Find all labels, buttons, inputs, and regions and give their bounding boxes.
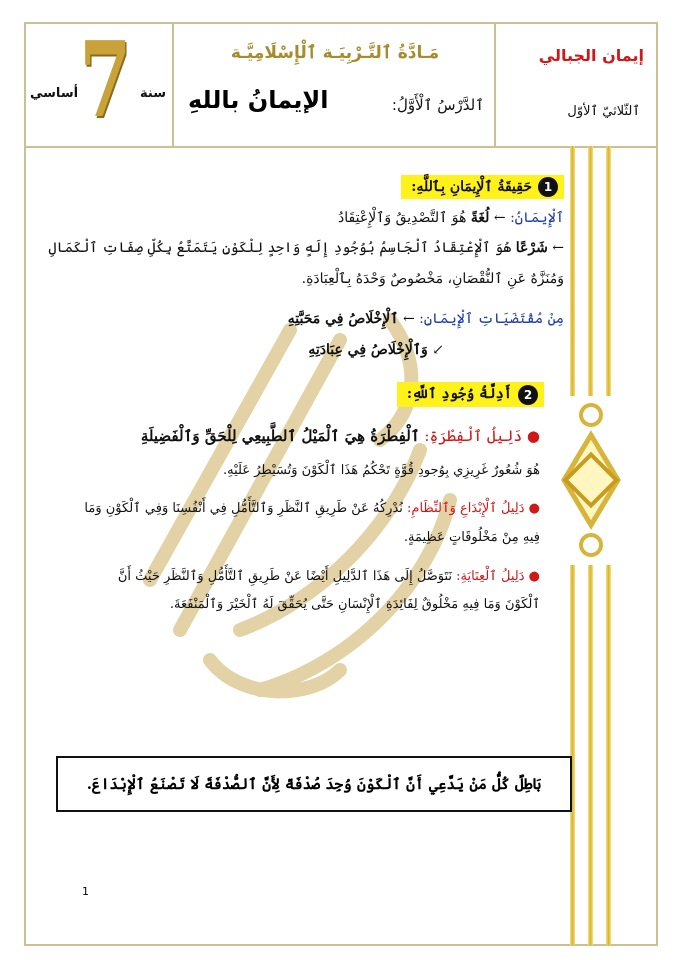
proof-text: نُدْرِكُهُ عَنْ طَرِيقِ ٱلنَّظَرِ وَٱلتَّأَمُّلِ فِي أَنْفُسِنَا وَفِي ٱلْكَوْنِ وَمَا [84,501,403,517]
proof-text-continued: ٱلْكَوْنَ وَمَا فِيهِ مَخْلُوقٌ لِفَائِدَةِ ٱلْإِنْسَانِ حَتَّى يُحَقِّقَ لَهُ ٱلْخَيْرَ وَٱلْمَنْفَعَةَ. [169,597,540,613]
shar-text: هُوَ ٱلْإِعْتِقَادُ ٱلْجَاسِمُ بُوُجُودِ إِلَهٍ وَاحِدٍ لِلْكَوْنِ يَتَمَتَّعُ بِكُلِّ صِفَاتِ ٱلْكَمَالِ [48,240,512,257]
requirement-1 [44,306,564,333]
requirement-text: وَٱلْإِخْلَاصُ فِي عِبَادَتِهِ [308,341,428,358]
conclusion-box: بَاطِلٌ كُلُّ مَنْ يَدَّعِي أَنَّ ٱلْكَوْنَ وُجِدَ صُدْفَةً لِأَنَّ ٱلصُّدْفَةَ لَا تَصْنَعُ ٱلْإِبْدَاعَ. [56,756,572,812]
header [24,18,658,148]
section-1-heading-row [44,174,564,201]
lugha-text: هُوَ ٱلتَّصْدِيقُ وَٱلْإِعْتِقَادُ [338,209,467,226]
grade-cell [26,18,172,146]
proof-label: دَلِيلُ ٱلْفِطْرَةِ: [424,427,523,446]
author-cell [494,24,658,146]
grade-level-word: أساسي [30,86,79,101]
definition-shar [44,235,564,262]
lesson-title: الإيمانُ باللهِ [188,86,329,114]
proof-text-continued: هُوَ شُعُورٌ غَرِيزِي بِوُجودِ قُوَّةٍ تَحْكُمُ هَذَا ٱلْكَوْنَ وَتُسَيْطِرُ عَلَيْهِ. [223,462,540,478]
arrow-icon: ↙ [432,341,444,358]
definition-lugha [44,205,564,232]
lugha-label: لُغَةً [470,209,490,226]
term-label: ٱلْإِيمَانُ: [510,209,564,226]
section-title: حَقِيقَةُ ٱلْإِيمَانِ بِٱللَّهِ: [411,178,532,195]
term-label: ٱلثّلاثيّ ٱلأوّل [567,104,640,119]
proof-text-continued: فِيهِ مِنْ مَخْلُوقَاتٍ عَظِيمَةٍ. [403,530,540,546]
proof-label: دَلِيلُ ٱلْعِنَايَةِ: [456,568,525,584]
bullet-icon: ● [528,501,540,517]
lesson-content [44,174,564,618]
subject-title: مَـادَّةُ ٱلتَّـرْبِيَـة ٱلْإِسْلَامِيَّـة [230,43,440,63]
shar-text-continued: وَمُنَزَّهٌ عَنِ ٱلنُّقْصَانِ، مَخْصُوصٌ وَحْدَهُ بِٱلْعِبَادَةِ. [301,270,564,287]
section-2-heading-row [44,382,564,409]
section-2-heading [397,382,544,406]
proof-text: ٱلْفِطْرَةُ هِيَ ٱلْمَيْلُ ٱلطَّبِيعِي لِلْحَقِّ وَٱلْفَضِيلَةِ [140,427,420,446]
proof-fitra [44,422,564,451]
proof-text: نَتَوَصَّلُ إِلَى هَذَا ٱلدَّلِيلِ أَيْضًا عَنْ طَرِيقِ ٱلتَّأَمُّلِ وَٱلنَّظَرِ حَيْثُ أَنَّ [117,568,453,584]
decorative-bar [588,565,593,945]
arrow-icon: ← [402,311,415,328]
decorative-bar [570,146,575,396]
arrow-icon: ← [493,209,506,226]
decorative-bar [570,565,575,945]
requirements-label: مِنْ مُقْتَضَيَاتِ ٱلْإِيمَانِ: [419,311,564,328]
requirement-2 [44,337,564,364]
section-1-heading [401,175,564,199]
shar-label: شَرْعًا [515,240,548,257]
proof-inaya [44,565,564,590]
section-number-badge: 1 [538,177,558,197]
proof-ibdaa [44,497,564,522]
lesson-label: ٱلدَّرْسُ ٱلْأَوَّلُ: [391,96,484,114]
grade-year-word: سنة [140,86,166,101]
arrow-icon: ← [552,240,564,257]
grade-number: 7 [79,18,132,141]
section-number-badge: 2 [518,385,538,405]
section-title: أَدِلَّةُ وُجُودِ ٱللَّهِ: [406,386,512,403]
page-number: 1 [82,885,89,898]
proof-label: دَلِيلُ ٱلْإِبْدَاعِ وَٱلنِّظَامِ: [407,501,525,517]
author-name: إيمان الجبالي [538,46,644,65]
decorative-bar [588,146,593,396]
decorative-bar [606,565,611,945]
ornament-icon [556,395,626,565]
decorative-bar [606,146,611,396]
requirement-text: ٱلْإِخْلَاصُ فِي مَحَبَّتِهِ [287,311,399,328]
subject-cell [172,24,496,146]
bullet-icon: ● [526,427,540,446]
bullet-icon: ● [528,568,540,584]
